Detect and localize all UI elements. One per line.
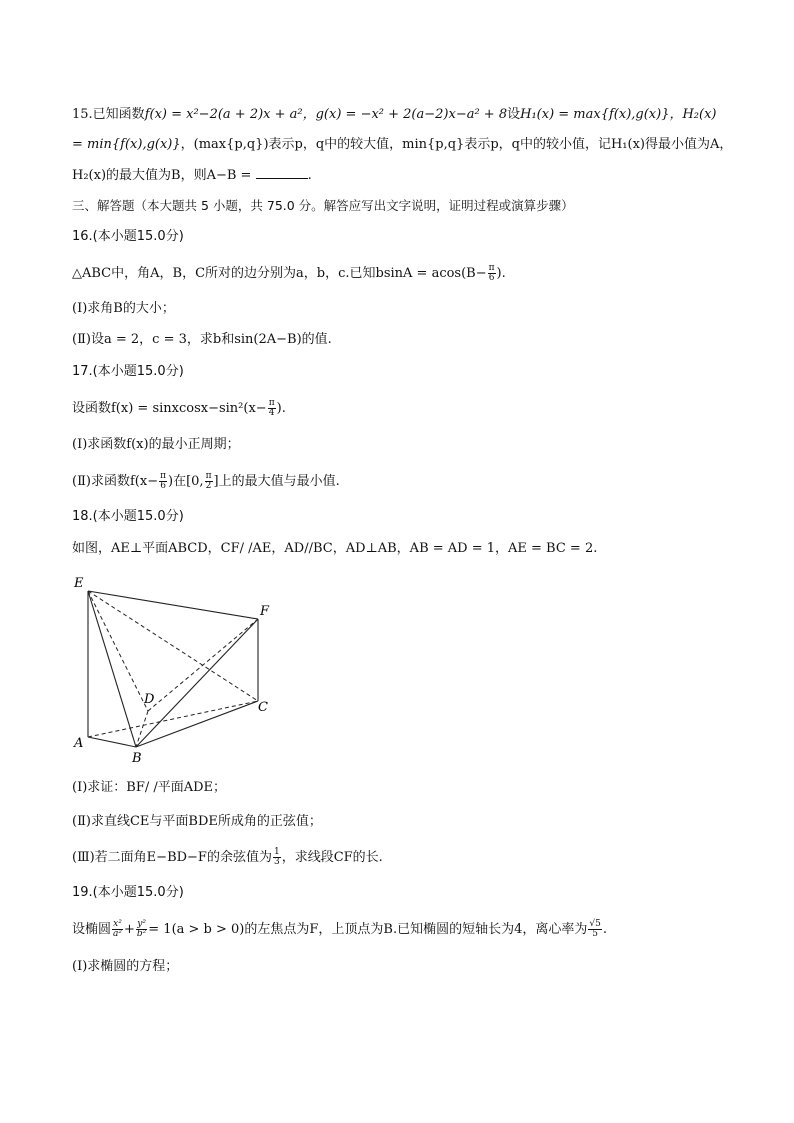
q15-text-ab: H₂(x)的最大值为B，则A−B = [72, 168, 252, 183]
section-3-title: 三、解答题（本大题共 5 小题，共 75.0 分。解答应写出文字说明，证明过程或演算步骤） [72, 198, 574, 213]
q16-part1: (Ⅰ)求角B的大小； [72, 301, 175, 316]
q18-part3 [72, 848, 383, 867]
q18-part2: (Ⅱ)求直线CE与平面BDE所成角的正弦值； [72, 814, 322, 829]
label-F: F [260, 604, 270, 619]
q17-part2-end: ]上的最大值与最小值. [213, 474, 340, 489]
frac-den: b² [136, 929, 147, 939]
q18-part3-text: (Ⅲ)若二面角E−BD−F的余弦值为 [72, 850, 272, 865]
q19-stem [72, 920, 607, 939]
q15-text-maxmin: ，(max{p,q})表示p，q中的较大值，min{p,q}表示p，q中的较小值，记H₁(x)得最小值为A， [180, 137, 733, 152]
frac-den: a² [113, 929, 122, 939]
q15-formula-h2: = min{f(x),g(x)} [72, 137, 181, 152]
frac-num: 1 [273, 847, 280, 857]
q19-stem-body: = 1(a > b > 0)的左焦点为F，上顶点为B.已知椭圆的短轴长为4，离心率为 [148, 922, 588, 937]
q17-stem [72, 399, 286, 418]
q19-frac-x2-a2 [112, 920, 123, 939]
frac-num: π [268, 398, 275, 408]
q17-part2-text: (Ⅱ)求函数f(x− [72, 474, 159, 489]
frac-den: 4 [268, 408, 275, 418]
q19-part1: (Ⅰ)求椭圆的方程； [72, 959, 179, 974]
q16-part2: (Ⅱ)设a = 2，c = 3，求b和sin(2A−B)的值. [72, 332, 332, 347]
label-C: C [258, 700, 268, 715]
q15-period: . [307, 168, 312, 183]
frac-den: 6 [160, 481, 166, 491]
frac-den: 2 [205, 481, 212, 491]
q18-part3-end: ，求线段CF的长. [281, 850, 383, 865]
q19-frac-y2-b2 [136, 920, 147, 939]
q15-line2 [72, 136, 732, 154]
q17-part2 [72, 472, 340, 491]
edge-FB [136, 619, 258, 747]
q18-part1: (Ⅰ)求证：BF/ /平面ADE； [72, 780, 227, 795]
edge-DF [148, 619, 258, 711]
edge-ED [88, 591, 148, 711]
q17-part2-interval: )在[0, [168, 474, 204, 489]
edge-EB [88, 591, 136, 747]
q15-text: 15.已知函数 [72, 107, 145, 122]
frac-den: 6 [488, 273, 495, 283]
label-D: D [144, 692, 155, 707]
q19-heading: 19.(本小题15.0分) [72, 885, 184, 900]
q15-line1 [72, 106, 717, 124]
q18-heading: 18.(本小题15.0分) [72, 509, 184, 524]
frac-den: 5 [592, 929, 598, 939]
q17-frac-pi-6 [159, 472, 167, 491]
frac-num: π [160, 471, 167, 481]
q15-text-she: 设 [507, 107, 521, 122]
q17-heading: 17.(本小题15.0分) [72, 364, 184, 379]
edge-AB [88, 737, 136, 747]
q16-stem-end: ). [496, 266, 506, 281]
edge-DB [136, 711, 148, 747]
q15-formula-f-g: f(x) = x²−2(a + 2)x + a²，g(x) = −x² + 2(a−2)x−a² + 8 [144, 107, 508, 122]
q18-stem: 如图，AE⊥平面ABCD，CF/ /AE，AD//BC，AD⊥AB，AB = AD = 1，AE = BC = 2. [72, 541, 598, 556]
label-A: A [74, 736, 84, 751]
q16-stem [72, 264, 506, 283]
frac-num: π [205, 471, 212, 481]
label-E: E [74, 576, 84, 591]
q15-line3 [72, 166, 312, 185]
q17-stem-end: ). [276, 401, 286, 416]
q15-answer-blank[interactable] [256, 166, 308, 179]
frac-num: √5 [589, 919, 601, 929]
frac-num: x² [113, 919, 122, 929]
q17-part1: (Ⅰ)求函数f(x)的最小正周期； [72, 437, 240, 452]
edge-AC [88, 701, 258, 737]
q17-stem-text: 设函数f(x) = sinxcosx−sin²(x− [72, 401, 267, 416]
q18-frac-1-3 [273, 848, 281, 867]
q18-geometry-figure [72, 575, 282, 765]
q19-stem-end: . [602, 922, 607, 937]
q19-frac-sqrt5-5 [588, 920, 601, 939]
frac-num: y² [137, 919, 146, 929]
q16-stem-text: △ABC中，角A，B，C所对的边分别为a，b，c.已知bsinA = acos(B− [72, 266, 487, 281]
q15-formula-h1: H₁(x) = max{f(x),g(x)}，H₂(x) [520, 107, 717, 122]
q19-plus: + [124, 922, 135, 937]
edge-EF [88, 591, 258, 619]
label-B: B [132, 751, 142, 765]
q16-frac-pi-6 [488, 264, 496, 283]
q19-stem-text: 设椭圆 [72, 922, 112, 937]
q17-frac-pi-4 [268, 399, 276, 418]
frac-num: π [488, 263, 495, 273]
edge-BC [136, 701, 258, 747]
q18-figure-svg [72, 575, 282, 765]
q16-heading: 16.(本小题15.0分) [72, 229, 184, 244]
q17-frac-pi-2 [205, 472, 213, 491]
frac-den: 3 [273, 857, 280, 867]
